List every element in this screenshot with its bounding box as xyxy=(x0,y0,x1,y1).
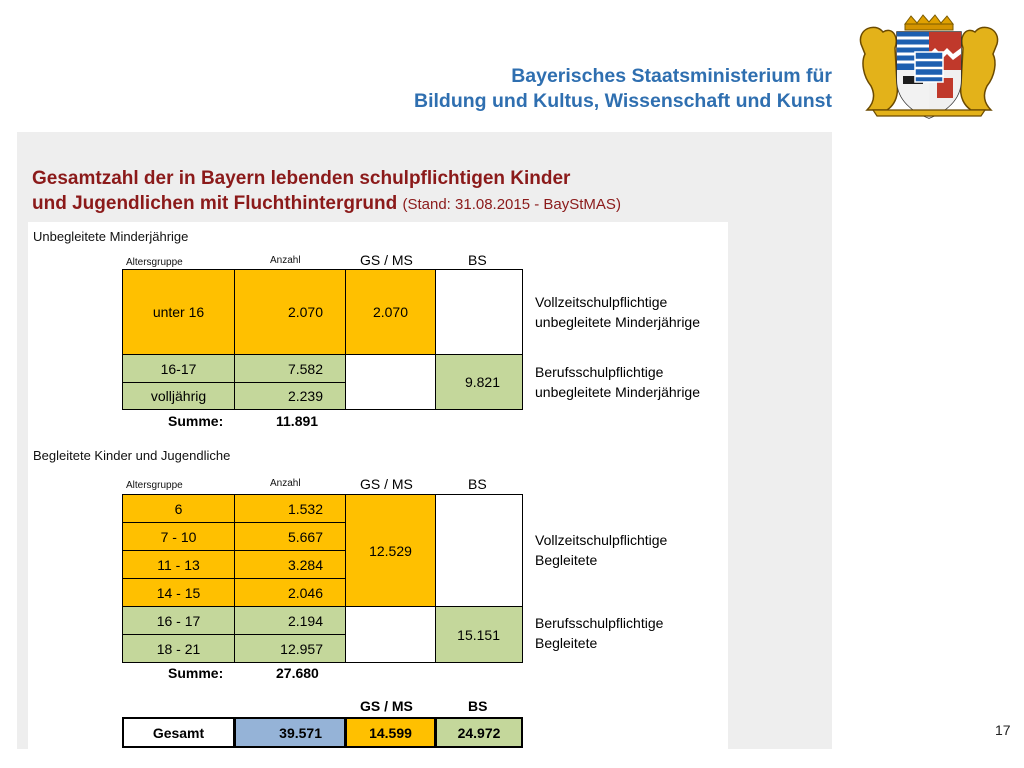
table-cell-age: 6 xyxy=(122,494,235,523)
bavarian-coat-of-arms-icon xyxy=(853,14,1005,120)
sum-value: 27.680 xyxy=(276,665,319,681)
total-gs: 14.599 xyxy=(345,717,436,748)
total-label: Gesamt xyxy=(122,717,235,748)
title-source: (Stand: 31.08.2015 - BayStMAS) xyxy=(402,196,621,213)
note-line: Berufsschulpflichtige xyxy=(535,364,664,380)
total-sum: 39.571 xyxy=(234,717,346,748)
col-header-count: Anzahl xyxy=(270,255,301,266)
table-cell-gs-empty xyxy=(345,354,436,410)
note-fulltime-accompanied xyxy=(535,530,667,570)
col-header-gs: GS / MS xyxy=(360,476,413,492)
table-cell-age: 14 - 15 xyxy=(122,578,235,607)
table-cell-gs: 12.529 xyxy=(345,494,436,607)
note-line: Begleitete xyxy=(535,552,598,568)
table-cell-age: unter 16 xyxy=(122,269,235,355)
ministry-line-1: Bayerisches Staatsministerium für xyxy=(511,65,832,87)
title-line-1: Gesamtzahl der in Bayern lebenden schulpflichtigen Kinder xyxy=(32,168,571,189)
table-cell-count: 2.239 xyxy=(234,382,346,410)
total-header-gs: GS / MS xyxy=(360,698,413,714)
col-header-bs: BS xyxy=(468,476,487,492)
note-line: Vollzeitschulpflichtige xyxy=(535,532,668,548)
col-header-age: Altersgruppe xyxy=(126,480,183,491)
note-fulltime-unaccompanied xyxy=(535,292,700,332)
table-cell-count: 12.957 xyxy=(234,634,346,663)
table-cell-count: 2.046 xyxy=(234,578,346,607)
note-vocational-accompanied xyxy=(535,613,663,653)
section-heading-accompanied: Begleitete Kinder und Jugendliche xyxy=(33,448,231,463)
table-cell-bs: 15.151 xyxy=(435,606,523,663)
table-cell-count: 1.532 xyxy=(234,494,346,523)
col-header-count: Anzahl xyxy=(270,478,301,489)
table-cell-count: 2.070 xyxy=(234,269,346,355)
table-cell-age: 18 - 21 xyxy=(122,634,235,663)
table-cell-count: 5.667 xyxy=(234,522,346,551)
sum-label: Summe: xyxy=(168,413,224,429)
table-cell-bs-empty xyxy=(435,269,523,355)
note-line: Begleitete xyxy=(535,635,598,651)
note-line: unbegleitete Minderjährige xyxy=(535,314,700,330)
table-cell-gs: 2.070 xyxy=(345,269,436,355)
slide-title xyxy=(32,166,621,217)
table-cell-gs-empty xyxy=(345,606,436,663)
col-header-age: Altersgruppe xyxy=(126,257,183,268)
table-cell-age: 16 - 17 xyxy=(122,606,235,635)
note-line: Berufsschulpflichtige xyxy=(535,615,664,631)
table-cell-bs: 9.821 xyxy=(435,354,523,410)
table-cell-age: 16-17 xyxy=(122,354,235,383)
col-header-bs: BS xyxy=(468,252,487,268)
table-cell-bs-empty xyxy=(435,494,523,607)
note-line: unbegleitete Minderjährige xyxy=(535,384,700,400)
note-line: Vollzeitschulpflichtige xyxy=(535,294,668,310)
table-cell-age: 7 - 10 xyxy=(122,522,235,551)
total-header-bs: BS xyxy=(468,698,488,714)
sum-label: Summe: xyxy=(168,665,224,681)
table-cell-count: 7.582 xyxy=(234,354,346,383)
table-cell-age: volljährig xyxy=(122,382,235,410)
ministry-line-2: Bildung und Kultus, Wissenschaft und Kunst xyxy=(414,90,832,112)
col-header-gs: GS / MS xyxy=(360,252,413,268)
total-bs: 24.972 xyxy=(435,717,523,748)
table-cell-age: 11 - 13 xyxy=(122,550,235,579)
sum-value: 11.891 xyxy=(276,413,319,429)
note-vocational-unaccompanied xyxy=(535,362,700,402)
page-number: 17 xyxy=(995,722,1011,738)
section-heading-unaccompanied: Unbegleitete Minderjährige xyxy=(33,229,189,244)
title-line-2-text: und Jugendlichen mit Fluchthintergrund xyxy=(32,193,398,214)
table-cell-count: 2.194 xyxy=(234,606,346,635)
ministry-name xyxy=(414,64,832,114)
title-line-2 xyxy=(32,191,621,217)
table-cell-count: 3.284 xyxy=(234,550,346,579)
